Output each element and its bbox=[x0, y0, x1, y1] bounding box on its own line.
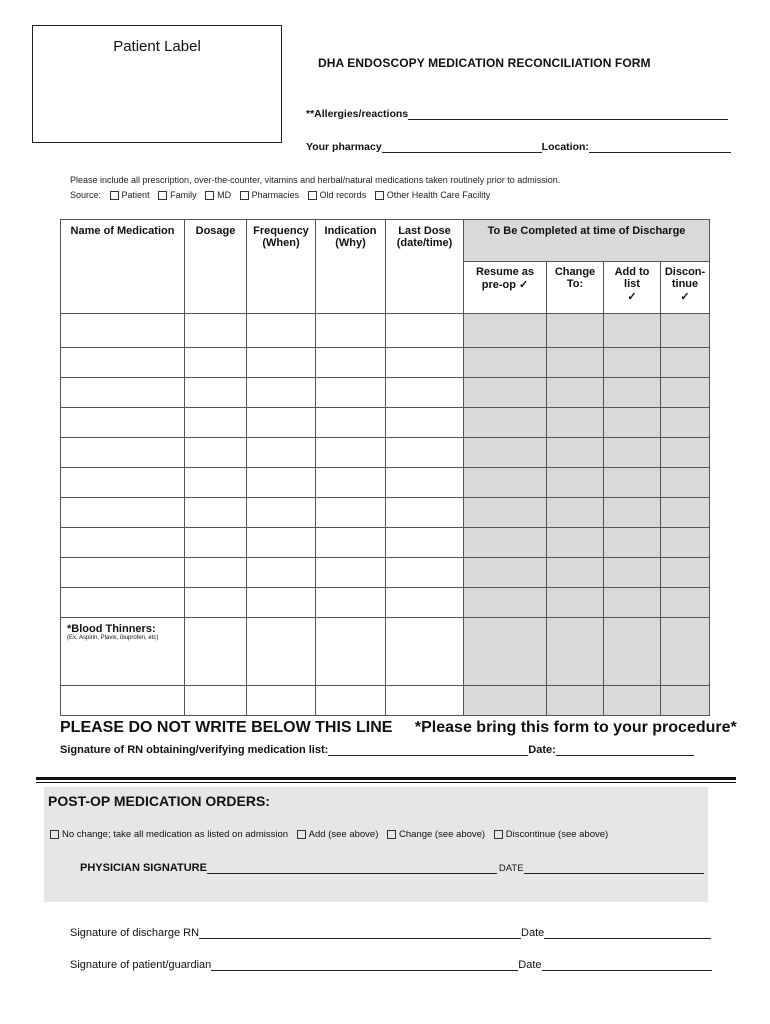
table-cell[interactable] bbox=[316, 588, 386, 618]
source-option: MD bbox=[217, 190, 232, 200]
table-cell[interactable] bbox=[464, 498, 547, 528]
notice-right: *Please bring this form to your procedure* bbox=[414, 719, 737, 736]
table-cell[interactable] bbox=[185, 588, 247, 618]
table-cell[interactable] bbox=[61, 686, 185, 716]
table-cell[interactable] bbox=[247, 588, 316, 618]
header-add: Add to list ✓ bbox=[604, 262, 661, 314]
table-cell[interactable] bbox=[661, 408, 710, 438]
table-cell[interactable] bbox=[464, 588, 547, 618]
table-cell[interactable] bbox=[316, 618, 386, 686]
table-cell[interactable] bbox=[661, 498, 710, 528]
table-cell[interactable] bbox=[185, 686, 247, 716]
postop-option: Change (see above) bbox=[399, 829, 486, 840]
pharmacy-row bbox=[306, 141, 731, 153]
table-cell[interactable] bbox=[386, 408, 464, 438]
pharmacy-label: Your pharmacy bbox=[306, 141, 382, 153]
rn-signature-field[interactable] bbox=[328, 744, 528, 756]
table-cell[interactable] bbox=[604, 618, 661, 686]
table-cell[interactable] bbox=[661, 528, 710, 558]
table-cell[interactable] bbox=[247, 438, 316, 468]
source-option: Old records bbox=[319, 190, 367, 200]
table-cell[interactable] bbox=[61, 498, 185, 528]
table-cell[interactable] bbox=[61, 314, 185, 348]
table-cell[interactable] bbox=[386, 686, 464, 716]
table-cell[interactable] bbox=[185, 558, 247, 588]
postop-option: No change; take all medication as listed on admission bbox=[62, 829, 289, 840]
source-option: Family bbox=[170, 190, 197, 200]
table-cell[interactable] bbox=[547, 438, 604, 468]
table-cell[interactable] bbox=[185, 314, 247, 348]
allergies-label: **Allergies/reactions bbox=[306, 108, 409, 120]
patient-label-text: Patient Label bbox=[113, 38, 201, 55]
header-last-dose: Last Dose (date/time) bbox=[386, 220, 464, 314]
postop-title-colon: : bbox=[265, 793, 270, 809]
table-row bbox=[61, 528, 710, 558]
table-cell[interactable] bbox=[61, 588, 185, 618]
table-cell[interactable] bbox=[61, 558, 185, 588]
patient-signature-label: Signature of patient/guardian bbox=[70, 959, 212, 971]
table-cell[interactable] bbox=[464, 438, 547, 468]
table-cell[interactable] bbox=[464, 314, 547, 348]
header-frequency: Frequency (When) bbox=[247, 220, 316, 314]
table-cell[interactable] bbox=[247, 686, 316, 716]
source-label: Source: bbox=[70, 190, 102, 200]
table-cell[interactable] bbox=[247, 558, 316, 588]
header-indication: Indication (Why) bbox=[316, 220, 386, 314]
table-cell[interactable] bbox=[464, 558, 547, 588]
table-cell[interactable] bbox=[185, 408, 247, 438]
rn-date-label: Date: bbox=[528, 744, 556, 756]
header-resume: Resume as pre-op ✓ bbox=[464, 262, 547, 314]
table-cell[interactable] bbox=[61, 468, 185, 498]
instructions: Please include all prescription, over-the-counter, vitamins and herbal/natural medications taken routinely prior to admission. bbox=[70, 175, 561, 185]
medication-table bbox=[60, 219, 710, 716]
physician-signature-field[interactable] bbox=[207, 862, 497, 874]
source-checkbox-patient[interactable] bbox=[110, 191, 119, 200]
table-cell[interactable] bbox=[386, 558, 464, 588]
table-cell[interactable] bbox=[247, 378, 316, 408]
source-checkbox-old-records[interactable] bbox=[308, 191, 317, 200]
table-row bbox=[61, 348, 710, 378]
table-cell[interactable] bbox=[661, 314, 710, 348]
postop-title bbox=[48, 793, 270, 809]
table-cell[interactable] bbox=[386, 468, 464, 498]
source-checkbox-family[interactable] bbox=[158, 191, 167, 200]
table-cell[interactable] bbox=[604, 528, 661, 558]
table-cell[interactable] bbox=[547, 378, 604, 408]
blood-thinners-cell[interactable] bbox=[61, 618, 185, 686]
table-cell[interactable] bbox=[661, 378, 710, 408]
location-label: Location: bbox=[541, 141, 589, 153]
table-cell[interactable] bbox=[547, 348, 604, 378]
table-cell[interactable] bbox=[247, 314, 316, 348]
form-title: DHA ENDOSCOPY MEDICATION RECONCILIATION FORM bbox=[318, 56, 651, 70]
table-cell[interactable] bbox=[464, 468, 547, 498]
discharge-rn-row bbox=[70, 927, 711, 939]
table-cell[interactable] bbox=[661, 686, 710, 716]
postop-title-text: POST-OP MEDICATION ORDERS bbox=[48, 793, 266, 809]
table-cell[interactable] bbox=[316, 408, 386, 438]
postop-checkbox-add[interactable] bbox=[297, 830, 306, 839]
table-cell[interactable] bbox=[316, 378, 386, 408]
table-cell[interactable] bbox=[547, 528, 604, 558]
table-cell[interactable] bbox=[386, 588, 464, 618]
table-cell[interactable] bbox=[61, 528, 185, 558]
table-cell[interactable] bbox=[547, 498, 604, 528]
table-cell[interactable] bbox=[185, 618, 247, 686]
divider-thick bbox=[36, 777, 736, 780]
table-cell[interactable] bbox=[661, 618, 710, 686]
table-cell[interactable] bbox=[386, 348, 464, 378]
patient-signature-row bbox=[70, 959, 712, 971]
discharge-date-field[interactable] bbox=[544, 927, 711, 939]
table-row bbox=[61, 558, 710, 588]
table-cell[interactable] bbox=[61, 438, 185, 468]
table-cell[interactable] bbox=[247, 498, 316, 528]
table-row bbox=[61, 686, 710, 716]
table-cell[interactable] bbox=[547, 588, 604, 618]
table-cell[interactable] bbox=[547, 558, 604, 588]
table-cell[interactable] bbox=[386, 438, 464, 468]
source-checkbox-md[interactable] bbox=[205, 191, 214, 200]
source-option: Pharmacies bbox=[251, 190, 300, 200]
table-cell[interactable] bbox=[61, 408, 185, 438]
physician-signature-label: PHYSICIAN SIGNATURE bbox=[80, 862, 207, 874]
table-cell[interactable] bbox=[464, 686, 547, 716]
table-row bbox=[61, 468, 710, 498]
table-cell[interactable] bbox=[247, 348, 316, 378]
table-row bbox=[61, 438, 710, 468]
table-cell[interactable] bbox=[464, 348, 547, 378]
header-change: Change To: bbox=[547, 262, 604, 314]
table-cell[interactable] bbox=[604, 686, 661, 716]
patient-date-field[interactable] bbox=[542, 959, 712, 971]
rn-date-field[interactable] bbox=[556, 744, 694, 756]
table-cell[interactable] bbox=[386, 378, 464, 408]
table-row bbox=[61, 314, 710, 348]
table-cell[interactable] bbox=[386, 498, 464, 528]
postop-option: Discontinue (see above) bbox=[505, 829, 609, 840]
table-cell[interactable] bbox=[185, 378, 247, 408]
table-cell[interactable] bbox=[185, 468, 247, 498]
table-cell[interactable] bbox=[61, 378, 185, 408]
discharge-rn-field[interactable] bbox=[199, 927, 521, 939]
discharge-rn-label: Signature of discharge RN bbox=[70, 927, 200, 939]
table-cell[interactable] bbox=[464, 618, 547, 686]
table-cell[interactable] bbox=[547, 618, 604, 686]
table-cell[interactable] bbox=[547, 686, 604, 716]
table-cell[interactable] bbox=[185, 498, 247, 528]
table-cell[interactable] bbox=[604, 408, 661, 438]
table-row bbox=[61, 498, 710, 528]
table-cell[interactable] bbox=[547, 468, 604, 498]
table-cell[interactable] bbox=[316, 348, 386, 378]
postop-checkbox-discontinue[interactable] bbox=[494, 830, 503, 839]
table-cell[interactable] bbox=[547, 314, 604, 348]
postop-options bbox=[46, 829, 608, 840]
table-row bbox=[61, 378, 710, 408]
table-cell[interactable] bbox=[604, 348, 661, 378]
allergies-field[interactable] bbox=[408, 108, 728, 120]
blood-thinners-row bbox=[61, 618, 710, 686]
table-cell[interactable] bbox=[185, 348, 247, 378]
table-cell[interactable] bbox=[247, 618, 316, 686]
table-cell[interactable] bbox=[604, 588, 661, 618]
pharmacy-field[interactable] bbox=[382, 141, 542, 153]
table-cell[interactable] bbox=[247, 408, 316, 438]
discharge-date-label: Date bbox=[521, 927, 545, 939]
table-cell[interactable] bbox=[604, 378, 661, 408]
table-cell[interactable] bbox=[247, 468, 316, 498]
table-cell[interactable] bbox=[316, 686, 386, 716]
postop-option: Add (see above) bbox=[308, 829, 379, 840]
physician-date-field[interactable] bbox=[524, 862, 704, 874]
table-cell[interactable] bbox=[604, 498, 661, 528]
table-cell[interactable] bbox=[316, 468, 386, 498]
table-cell[interactable] bbox=[316, 438, 386, 468]
table-cell[interactable] bbox=[316, 314, 386, 348]
table-cell[interactable] bbox=[247, 528, 316, 558]
patient-label-box bbox=[32, 25, 282, 143]
source-checkbox-other[interactable] bbox=[375, 191, 384, 200]
divider-thin bbox=[36, 782, 736, 783]
patient-date-label: Date bbox=[518, 959, 542, 971]
table-cell[interactable] bbox=[316, 498, 386, 528]
notice-left: PLEASE DO NOT WRITE BELOW THIS LINE bbox=[60, 719, 393, 736]
header-dosage: Dosage bbox=[185, 220, 247, 314]
table-cell[interactable] bbox=[547, 408, 604, 438]
table-cell[interactable] bbox=[61, 348, 185, 378]
patient-signature-field[interactable] bbox=[211, 959, 518, 971]
allergies-row bbox=[306, 108, 728, 120]
table-cell[interactable] bbox=[316, 528, 386, 558]
table-cell[interactable] bbox=[386, 314, 464, 348]
table-cell[interactable] bbox=[604, 438, 661, 468]
rn-signature-row bbox=[60, 744, 694, 756]
table-cell[interactable] bbox=[386, 528, 464, 558]
location-field[interactable] bbox=[589, 141, 731, 153]
table-cell[interactable] bbox=[604, 558, 661, 588]
postop-checkbox-change[interactable] bbox=[387, 830, 396, 839]
table-cell[interactable] bbox=[661, 558, 710, 588]
table-cell[interactable] bbox=[316, 558, 386, 588]
physician-signature-row bbox=[80, 862, 704, 874]
table-cell[interactable] bbox=[464, 528, 547, 558]
table-cell[interactable] bbox=[661, 588, 710, 618]
table-row bbox=[61, 408, 710, 438]
table-cell[interactable] bbox=[464, 378, 547, 408]
table-row bbox=[61, 588, 710, 618]
table-cell[interactable] bbox=[661, 348, 710, 378]
table-cell[interactable] bbox=[464, 408, 547, 438]
rn-signature-label: Signature of RN obtaining/verifying medication list: bbox=[60, 744, 329, 756]
notice-line bbox=[60, 719, 737, 737]
source-row bbox=[70, 190, 490, 200]
blood-thinners-label: *Blood Thinners: bbox=[67, 623, 156, 635]
header-discontinue: Discon- tinue ✓ bbox=[661, 262, 710, 314]
postop-checkbox-no-change[interactable] bbox=[50, 830, 59, 839]
table-cell[interactable] bbox=[661, 438, 710, 468]
table-cell[interactable] bbox=[386, 618, 464, 686]
source-option: Patient bbox=[121, 190, 150, 200]
source-checkbox-pharmacies[interactable] bbox=[240, 191, 249, 200]
blood-thinners-example: (Ex. Aspirin, Plavix, ibuprofen, etc) bbox=[67, 635, 159, 641]
table-cell[interactable] bbox=[661, 468, 710, 498]
header-name: Name of Medication bbox=[61, 220, 185, 314]
table-cell[interactable] bbox=[185, 528, 247, 558]
postop-section bbox=[44, 787, 708, 902]
source-option: Other Health Care Facility bbox=[386, 190, 491, 200]
physician-date-label: DATE bbox=[498, 863, 524, 874]
header-discharge: To Be Completed at time of Discharge bbox=[464, 220, 710, 262]
table-cell[interactable] bbox=[604, 314, 661, 348]
table-cell[interactable] bbox=[185, 438, 247, 468]
table-cell[interactable] bbox=[604, 468, 661, 498]
